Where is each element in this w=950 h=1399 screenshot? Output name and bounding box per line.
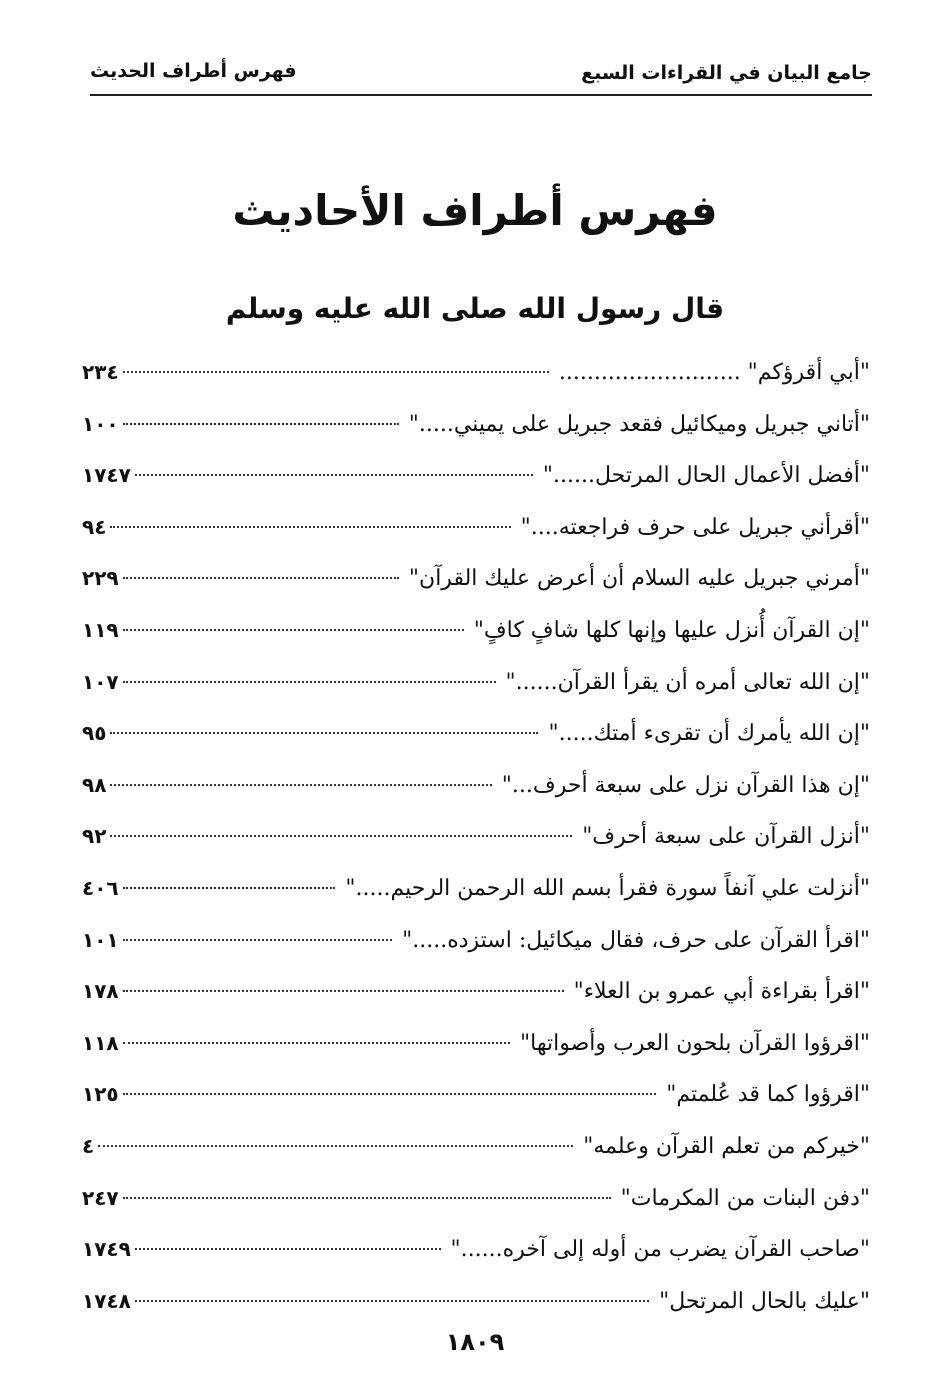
list-item [82,662,870,714]
page-reference: ١٧٤٨ [82,1288,131,1313]
dot-leader [123,939,392,941]
dot-leader [135,1248,441,1250]
list-item [82,920,870,972]
book-title: جامع البيان في القراءات السبع [581,62,872,84]
dot-leader [123,577,399,579]
page-reference: ٩٢ [82,824,107,849]
list-item [82,1229,870,1281]
page-reference: ١٠١ [82,927,119,952]
hadith-text: "أقرأني جبريل على حرف فراجعته...." [520,514,870,540]
page-subtitle: قال رسول الله صلى الله عليه وسلم [225,292,725,325]
page-reference: ٤٠٦ [82,875,119,900]
list-item [82,558,870,610]
hadith-text: "اقرؤوا القرآن بلحون العرب وأصواتها" [520,1030,870,1056]
list-item [82,1178,870,1230]
list-item [82,1126,870,1178]
hadith-text: "دفن البنات من المكرمات" [620,1185,870,1211]
dot-leader [135,1300,649,1302]
list-item [82,507,870,559]
dot-leader [123,371,549,373]
dot-leader [123,887,336,889]
page-reference: ٩٨ [82,772,107,797]
page-reference: ١١٨ [82,1030,119,1055]
page-reference: ٤ [82,1133,95,1158]
list-item [82,1281,870,1333]
list-item [82,404,870,456]
hadith-text: "اقرؤوا كما قد عُلمتم" [666,1082,870,1108]
page-reference: ٢٢٩ [82,566,119,591]
hadith-text: "إن هذا القرآن نزل على سبعة أحرف..." [501,772,870,798]
hadith-text: "اقرأ بقراءة أبي عمرو بن العلاء" [573,979,870,1005]
page-reference: ١٠٠ [82,411,119,436]
page-title: فهرس أطراف الأحاديث [232,186,718,235]
dot-leader [110,526,510,528]
dot-leader [123,423,399,425]
list-item [82,765,870,817]
list-item [82,971,870,1023]
hadith-text: "إن الله تعالى أمره أن يقرأ القرآن......" [505,669,870,695]
list-item [82,713,870,765]
hadith-text: "أنزلت علي آنفاً سورة فقرأ بسم الله الرحمن الرحيم....." [345,875,870,901]
hadith-text: "خيركم من تعلم القرآن وعلمه" [583,1133,870,1159]
list-item [82,868,870,920]
dot-leader [123,1042,510,1044]
hadith-text: "إن القرآن أُنزل عليها وإنها كلها شافٍ كافٍ" [473,617,870,643]
list-item [82,455,870,507]
hadith-text: "أنزل القرآن على سبعة أحرف" [582,824,870,850]
list-item [82,610,870,662]
hadith-text: "إن الله يأمرك أن تقرىء أمتك....." [548,721,870,747]
hadith-text: "أفضل الأعمال الحال المرتحل......" [542,463,870,489]
hadith-text: "أتاني جبريل وميكائيل فقعد جبريل على يميني....." [408,411,870,437]
dot-leader [123,681,496,683]
list-item [82,1023,870,1075]
dot-leader [110,784,491,786]
page-reference: ١٧٤٩ [82,1237,131,1262]
hadith-text: "عليك بالحال المرتحل" [659,1288,870,1314]
hadith-index-list [82,352,870,1332]
page-reference: ١٧٨ [82,979,119,1004]
page-reference: ٢٤٧ [82,1185,119,1210]
page-reference: ٢٣٤ [82,360,119,384]
page-reference: ١١٩ [82,617,119,642]
dot-leader [110,835,572,837]
hadith-text: "اقرأ القرآن على حرف، فقال ميكائيل: استزده....." [402,927,870,953]
list-item [82,1074,870,1126]
page-reference: ١٧٤٧ [82,463,131,488]
page-reference: ١٢٥ [82,1082,119,1107]
dot-leader [110,732,538,734]
section-title: فهرس أطراف الحديث [90,60,297,82]
dot-leader [123,1197,611,1199]
page-reference: ١٠٧ [82,669,119,694]
page-reference: ٩٤ [82,514,107,539]
dot-leader [135,474,533,476]
dot-leader [123,629,464,631]
hadith-text: "صاحب القرآن يضرب من أوله إلى آخره......" [450,1237,870,1263]
page-number: ١٨٠٩ [445,1328,505,1356]
dot-leader [123,990,564,992]
hadith-text: "أبي أقرؤكم" .......................... [558,360,870,385]
hadith-text: "أمرني جبريل عليه السلام أن أعرض عليك القرآن" [408,566,870,592]
page-reference: ٩٥ [82,721,107,746]
dot-leader [98,1145,573,1147]
dot-leader [123,1093,657,1095]
running-header [90,58,872,96]
list-item [82,816,870,868]
list-item [82,352,870,404]
